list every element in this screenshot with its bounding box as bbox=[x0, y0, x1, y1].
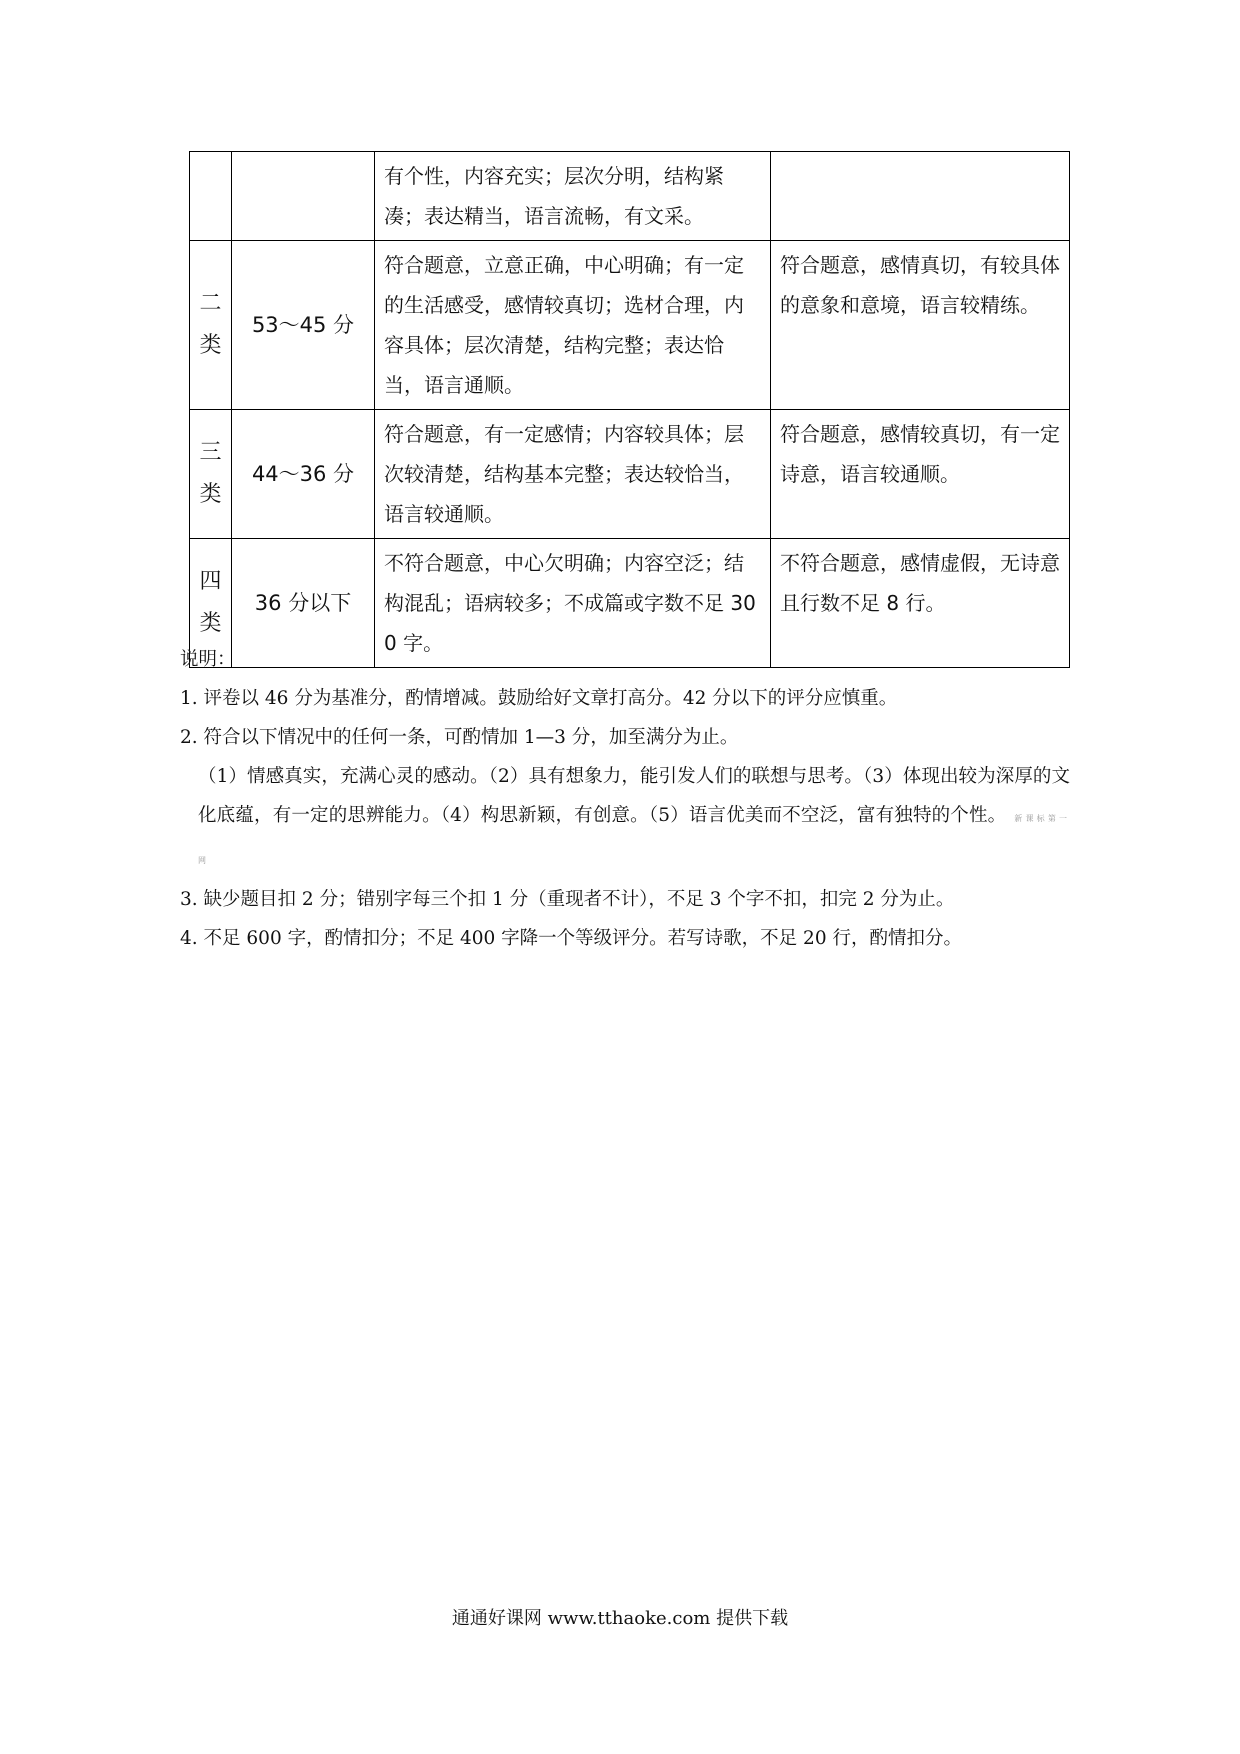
poem-criteria-cell: 不符合题意，感情虚假，无诗意且行数不足 8 行。 bbox=[771, 539, 1070, 668]
page-footer: 通通好课网 www.tthaoke.com 提供下载 bbox=[451, 1608, 789, 1629]
notes-heading: 说明： bbox=[180, 649, 236, 670]
poem-criteria-cell: 符合题意，感情真切，有较具体的意象和意境，语言较精练。 bbox=[771, 241, 1070, 410]
note-item-1: 1. 评卷以 46 分为基准分，酌情增减。鼓励给好文章打高分。42 分以下的评分应慎重。 bbox=[180, 688, 898, 709]
score-range-cell: 53～45 分 bbox=[232, 241, 375, 410]
score-range-cell: 36 分以下 bbox=[232, 539, 375, 668]
notes-section bbox=[180, 640, 1070, 958]
table-row bbox=[190, 241, 1070, 410]
watermark-text: 新课标第一网 bbox=[198, 814, 1071, 865]
scoring-rubric-table bbox=[189, 151, 1070, 668]
note-item-2-detail-text: （1）情感真实，充满心灵的感动。（2）具有想象力，能引发人们的联想与思考。（3）体现出较为深厚的文化底蕴，有一定的思辨能力。（4）构思新颖，有创意。（5）语言优美而不空泛，富有独特的个性。 bbox=[198, 766, 1070, 826]
score-range-cell: 44～36 分 bbox=[232, 410, 375, 539]
note-item-4: 4. 不足 600 字，酌情扣分；不足 400 字降一个等级评分。若写诗歌，不足 20 行，酌情扣分。 bbox=[180, 928, 962, 949]
category-cell bbox=[190, 152, 232, 241]
table-row bbox=[190, 152, 1070, 241]
category-label: 二类 bbox=[199, 291, 222, 358]
category-cell bbox=[190, 410, 232, 539]
category-label: 四类 bbox=[199, 569, 222, 636]
essay-criteria-cell: 不符合题意，中心欠明确；内容空泛；结构混乱；语病较多；不成篇或字数不足 300 字。 bbox=[375, 539, 771, 668]
table-row bbox=[190, 410, 1070, 539]
category-cell bbox=[190, 241, 232, 410]
category-label: 三类 bbox=[199, 440, 222, 507]
poem-criteria-cell: 符合题意，感情较真切，有一定诗意，语言较通顺。 bbox=[771, 410, 1070, 539]
note-item-3: 3. 缺少题目扣 2 分；错别字每三个扣 1 分（重现者不计），不足 3 个字不扣，扣完 2 分为止。 bbox=[180, 889, 955, 910]
essay-criteria-cell: 符合题意，立意正确，中心明确；有一定的生活感受，感情较真切；选材合理，内容具体；层次清楚，结构完整；表达恰当，语言通顺。 bbox=[375, 241, 771, 410]
note-item-2: 2. 符合以下情况中的任何一条，可酌情加 1—3 分，加至满分为止。 bbox=[180, 727, 739, 748]
essay-criteria-cell: 有个性，内容充实；层次分明，结构紧凑；表达精当，语言流畅，有文采。 bbox=[375, 152, 771, 241]
score-range-cell bbox=[232, 152, 375, 241]
essay-criteria-cell: 符合题意，有一定感情；内容较具体；层次较清楚，结构基本完整；表达较恰当，语言较通顺。 bbox=[375, 410, 771, 539]
poem-criteria-cell bbox=[771, 152, 1070, 241]
note-item-2-detail bbox=[180, 757, 1070, 880]
